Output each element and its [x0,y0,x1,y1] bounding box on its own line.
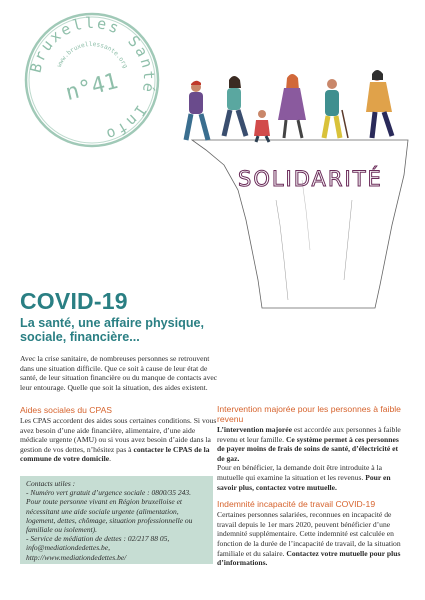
intro-paragraph: Avec la crise sanitaire, de nombreuses personnes se retrouvent dans une situation difficile. Que ce soit à cause de leur état de santé, de leur situation financière ou du manque de contacts avec leur entourage. Quelle que soit la situation, des aides existent. [20,354,218,392]
stamp-issue-number: n°41 [63,68,121,107]
stamp-ring-text: Bruxelles Santé Info [26,13,159,145]
figure-woman-purple [278,74,306,138]
intervention-bold-3: Pour en savoir plus, contactez votre mutuelle. [217,472,391,492]
stamp-website: www.bruxellessante.org [55,40,129,70]
solidarity-illustration [172,50,417,310]
page-subtitle: La santé, une affaire physique, sociale, financière... [20,316,205,344]
figure-woman-orange [366,70,392,138]
intervention-text-1: est accordée aux personnes à faible revenu et leur famille. [217,425,401,444]
intervention-text-2: Pour en bénéficier, la demande doit être introduite à la mutuelle qui examine la situation et les revenus. [217,463,383,482]
stamp-graphic [22,10,162,150]
page-title: COVID-19 [20,288,128,314]
incapacite-section [217,499,407,568]
intervention-bold-1: L’intervention majorée [217,425,293,434]
incapacite-heading: Indemnité incapacité de travail COVID-19 [217,499,376,510]
cpas-text-main: Les CPAS accordent des aides sous certaines conditions. Si vous avez besoin d’une aide financière, alimentaire, d’une aide médicale urgente (AMU) ou si vous avez besoin d’aide dans la gestion de vos dettes, n’hésitez pas à [20,416,217,454]
cpas-text-end: . [109,454,111,464]
figure-elderly-man [324,79,348,138]
intervention-heading: Intervention majorée pour les personnes à faible revenu [217,404,401,424]
solidarite-banner: SOLIDARITÉ [238,167,383,191]
figure-child [254,110,270,142]
intervention-bold-2: Ce système permet à ces personnes de payer moins de frais de soins de santé, d’électricité et de gaz. [217,434,399,463]
cpas-text [20,416,220,464]
contact-line-urgence: - Numéro vert gratuit d’urgence sociale : 0800/35 243. Pour toute personne vivant en Région bruxelloise et nécessitant une aide sociale urgente (alimentation, logement, dettes, chômage, situation professionnelle ou familiale ou isolement). [26,488,193,535]
cpas-heading: Aides sociales du CPAS [20,405,113,415]
incapacite-text [217,510,407,568]
figure-man-red-cap [186,81,208,140]
contacts-box [20,476,213,564]
incapacite-bold: Contactez votre mutuelle pour plus d’informations. [217,548,401,568]
bruxelles-sante-stamp [22,10,162,150]
contacts-heading: Contacts utiles : [26,479,76,488]
svg-text:www.bruxellessante.org [56,41,129,70]
contact-line-mediation: - Service de médiation de dettes : 02/217 88 05, info@mediationdedettes.be, http://www.mediationdedettes.be/ [26,534,170,562]
cpas-section [20,405,220,464]
cpas-text-bold: contacter le CPAS de la commune de votre domicile [20,444,210,464]
incapacite-text-1: Certaines personnes salariées, reconnues en incapacité de travail depuis le 1er mars 2020, peuvent bénéficier d’une indemnité supplémentaire. Cette indemnité est calculée en fonction de la durée de l’incapacité de travail, de la situation familiale et du salaire. [217,510,401,558]
illustration-graphic [172,50,417,310]
right-column [217,404,407,568]
figure-woman-teal [224,76,246,136]
intervention-text [217,425,407,492]
